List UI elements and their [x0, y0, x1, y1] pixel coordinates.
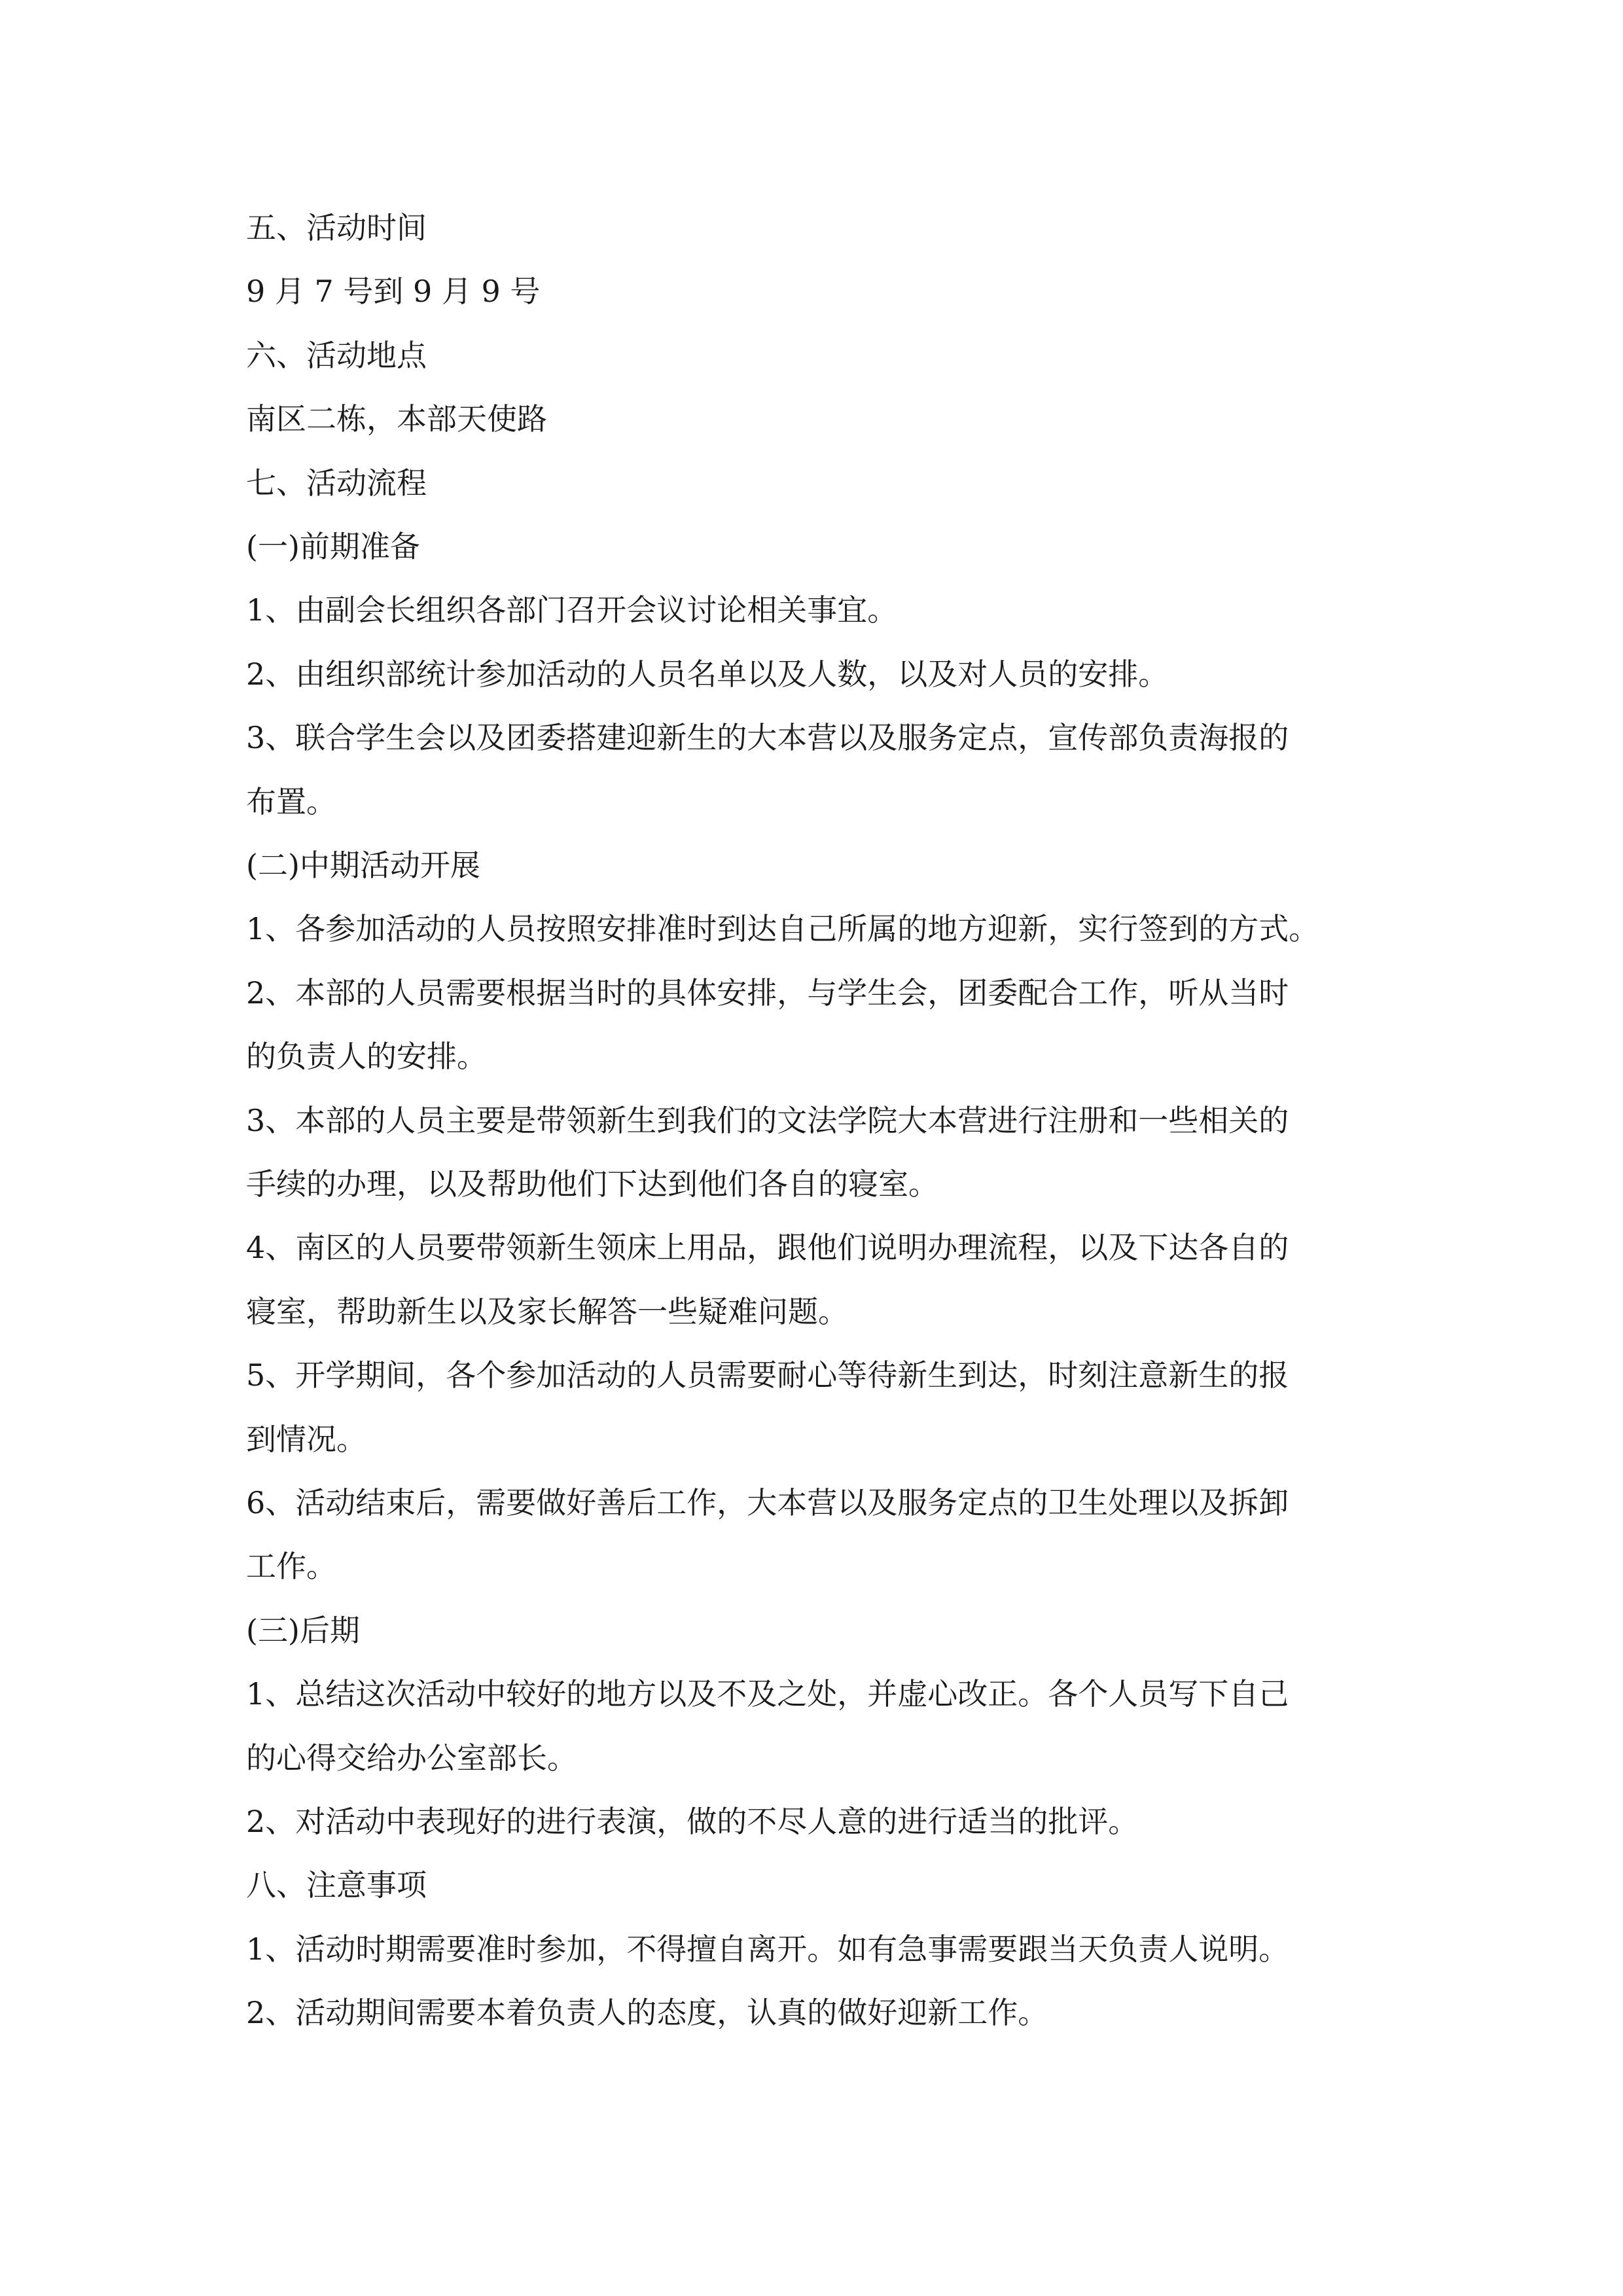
text-line: 2、活动期间需要本着负责人的态度，认真的做好迎新工作。: [246, 1995, 1048, 2030]
text-line: 1、总结这次活动中较好的地方以及不及之处，并虚心改正。各个人员写下自己: [246, 1676, 1289, 1712]
text-line: 布置。: [246, 784, 336, 819]
text-line: 4、南区的人员要带领新生领床上用品，跟他们说明办理流程，以及下达各自的: [246, 1230, 1289, 1265]
text-line: 2、对活动中表现好的进行表演，做的不尽人意的进行适当的批评。: [246, 1804, 1139, 1839]
subheading-preparation: (一)前期准备: [246, 529, 420, 564]
text-line: 2、本部的人员需要根据当时的具体安排，与学生会，团委配合工作，听从当时: [246, 975, 1289, 1011]
text-line: 5、开学期间，各个参加活动的人员需要耐心等待新生到达，时刻注意新生的报: [246, 1357, 1289, 1393]
text-line: 工作。: [246, 1549, 336, 1584]
text-line: 3、联合学生会以及团委搭建迎新生的大本营以及服务定点，宣传部负责海报的: [246, 720, 1289, 755]
text-line: 1、活动时期需要准时参加，不得擅自离开。如有急事需要跟当天负责人说明。: [246, 1931, 1289, 1967]
section-heading-time: 五、活动时间: [246, 210, 427, 245]
text-line: 的负责人的安排。: [246, 1039, 487, 1074]
section-heading-location: 六、活动地点: [246, 338, 427, 373]
text-line: 手续的办理，以及帮助他们下达到他们各自的寝室。: [246, 1166, 938, 1202]
time-value: 9 月 7 号到 9 月 9 号: [246, 274, 541, 309]
section-heading-notes: 八、注意事项: [246, 1867, 427, 1903]
subheading-midterm: (二)中期活动开展: [246, 848, 480, 883]
section-heading-process: 七、活动流程: [246, 465, 427, 501]
text-line: 寝室，帮助新生以及家长解答一些疑难问题。: [246, 1294, 848, 1329]
text-line: 1、由副会长组织各部门召开会议讨论相关事宜。: [246, 592, 898, 628]
text-line: 到情况。: [246, 1422, 366, 1457]
text-line: 6、活动结束后，需要做好善后工作，大本营以及服务定点的卫生处理以及拆卸: [246, 1485, 1289, 1520]
text-line: 1、各参加活动的人员按照安排准时到达自己所属的地方迎新，实行签到的方式。: [246, 911, 1319, 946]
text-line: 的心得交给办公室部长。: [246, 1740, 577, 1776]
subheading-followup: (三)后期: [246, 1613, 360, 1648]
location-value: 南区二栋，本部天使路: [246, 401, 547, 437]
text-line: 2、由组织部统计参加活动的人员名单以及人数，以及对人员的安排。: [246, 656, 1169, 692]
text-line: 3、本部的人员主要是带领新生到我们的文法学院大本营进行注册和一些相关的: [246, 1103, 1289, 1138]
